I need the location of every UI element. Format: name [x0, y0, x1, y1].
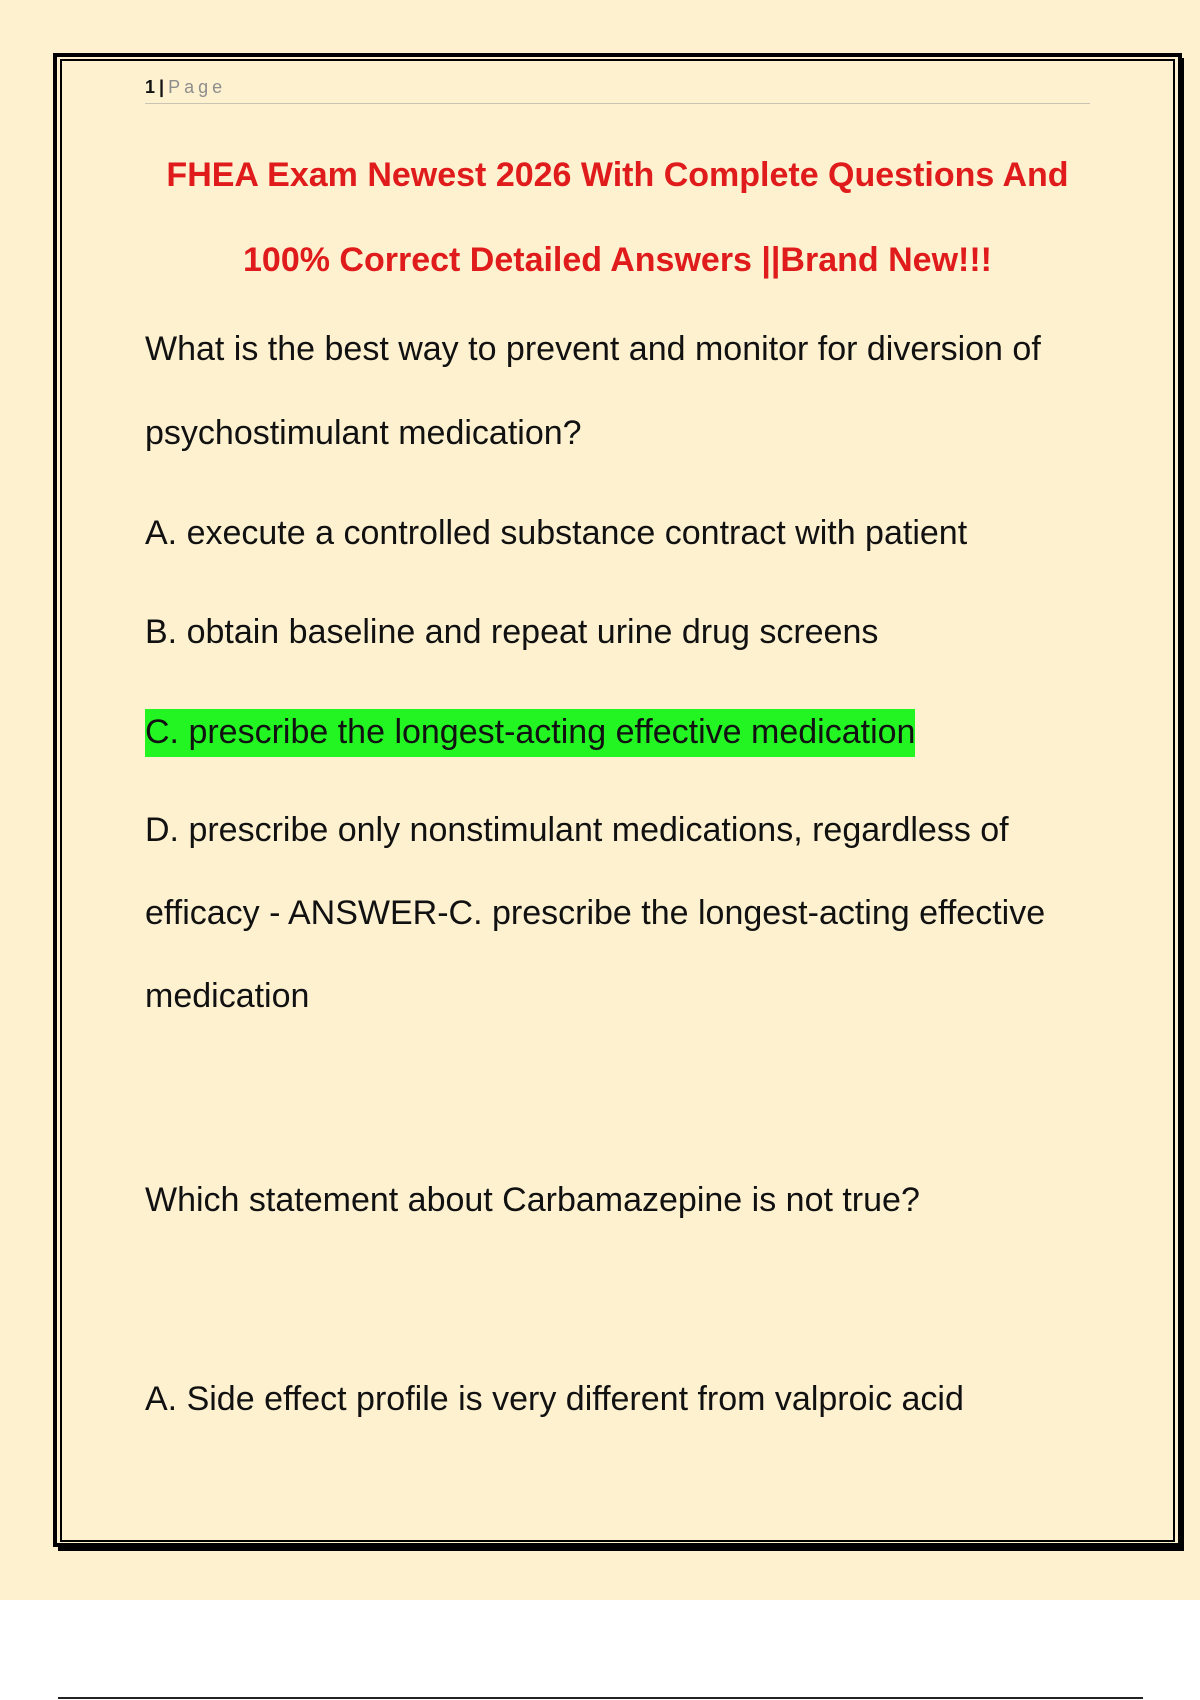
question-1-option-d-with-answer: D. prescribe only nonstimulant medications, regardless of efficacy - ANSWER-C. prescribe the longest-acting effective medication — [145, 811, 1046, 1015]
page-header — [145, 75, 1090, 104]
document-title: FHEA Exam Newest 2026 With Complete Questions And 100% Correct Detailed Answers ||Brand New!!! — [166, 156, 1069, 279]
page-border-shadow-bottom — [58, 1547, 1184, 1551]
question-1-option-b: B. obtain baseline and repeat urine drug screens — [145, 613, 879, 651]
next-page-top-rule — [58, 1697, 1143, 1699]
page-header-separator: | — [159, 77, 165, 97]
question-1-text: What is the best way to prevent and monitor for diversion of psychostimulant medication? — [145, 330, 1041, 452]
question-1-option-a: A. execute a controlled substance contract with patient — [145, 514, 968, 552]
page-number: 1 — [145, 77, 156, 97]
question-2-text: Which statement about Carbamazepine is not true? — [145, 1181, 920, 1219]
page-label: Page — [168, 77, 227, 97]
highlighted-answer: C. prescribe the longest-acting effective medication — [145, 709, 915, 757]
question-2-option-a: A. Side effect profile is very different from valproic acid — [145, 1380, 964, 1418]
question-1-option-c — [145, 690, 1090, 774]
page-border-shadow-right — [1180, 58, 1184, 1551]
